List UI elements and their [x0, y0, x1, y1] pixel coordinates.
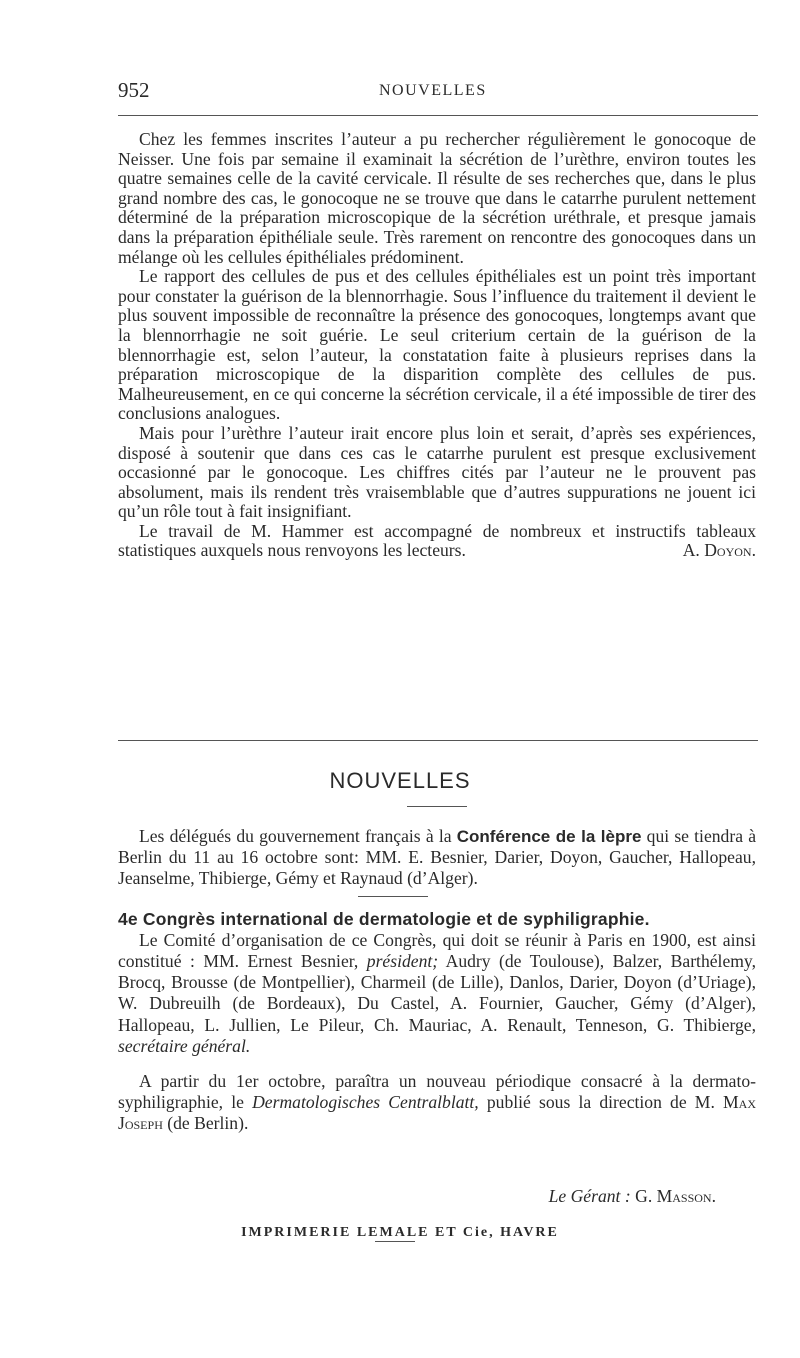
- journal-text-c: (de Berlin).: [162, 1113, 249, 1134]
- journal-title: Dermatologisches Centralblatt,: [252, 1092, 479, 1113]
- review-paragraph-3: Mais pour l’urèthre l’auteur irait encore plus loin et serait, d’après ses expériences, disposé à soutenir que dans ces cas le catarrhe purulent est presque exclusivement occasionné par le gonocoque. Les chiffres cités par l’auteur ne le prouvent pas absolument, mais ils rendent très vraisemblable que d’autres suppurations ne jouent ici qu’un rôle tout à fait insignifiant.: [118, 422, 756, 522]
- section-divider: [118, 740, 758, 741]
- review-paragraph-4: [118, 522, 756, 561]
- journal-director: Max Joseph: [118, 1092, 757, 1134]
- imprint-rule: [375, 1241, 415, 1242]
- news-item-lepre: [118, 826, 756, 890]
- congress-text-a: Le Comité d’organisation de ce Congrès, qui doit se réunir à Paris en 1900, est ainsi constitué : MM. Ernest Besnier,: [118, 929, 756, 972]
- gerant-label: Le Gérant :: [548, 1186, 631, 1206]
- header-rule: [118, 115, 758, 116]
- news-item-journal: [118, 1071, 756, 1135]
- page-number: 952: [118, 78, 150, 102]
- journal-text-a: A partir du 1er octobre, paraîtra un nouveau périodique consacré à la dermato-syphiligraphie, le: [118, 1071, 756, 1113]
- review-signature: A. Doyon.: [682, 540, 756, 561]
- news-item-lepre-intro: Les délégués du gouvernement français à la: [139, 826, 457, 846]
- congress-text-b: Audry (de Toulouse), Balzer, Barthélemy, Brocq, Brousse (de Montpellier), Charmeil (de Lille), Danlos, Darier, Doyon (d’Uriage), W. Dubreuilh (de Bordeaux), Du Castel, A. Fournier, Gaucher, Gémy (d’Alger), Hallopeau, L. Jullien, Le Pileur, Ch. Mauriac, A. Renault, Tenneson, G. Thibierge,: [118, 951, 756, 1035]
- review-paragraph-2: Le rapport des cellules de pus et des cellules épithéliales est un point très important pour constater la guérison de la blennorrhagie. Sous l’influence du traitement il devient le plus souvent impossible de reconnaître la présence des gonocoques, longtemps avant que la blennorrhagie ne soit guérie. Le seul criterium certain de la guérison de la blennorrhagie est, selon l’auteur, la constatation faite à plusieurs reprises dans la préparation microscopique de la disparition complète des cellules de pus. Malheureusement, en ce qui concerne la sécrétion cervicale, il a été impossible de tirer des conclusions analogues.: [118, 266, 756, 424]
- section-title: NOUVELLES: [329, 768, 471, 793]
- news-item-lepre-rest: qui se tiendra à Berlin du 11 au 16 octobre sont: MM. E. Besnier, Darier, Doyon, Gaucher, Hallopeau, Jeanselme, Thibierge, Gémy et Raynaud (d’Alger).: [118, 826, 757, 889]
- news-items: [118, 826, 756, 1135]
- congress-heading: 4e Congrès international de dermatologie et de syphiligraphie.: [118, 908, 650, 929]
- review-paragraph-4-text: Le travail de M. Hammer est accompagné de nombreux et instructifs tableaux statistiques auxquels nous renvoyons les lecteurs.: [118, 520, 756, 561]
- item-separator: [358, 896, 428, 897]
- running-title: NOUVELLES: [379, 82, 487, 99]
- page-header: [118, 76, 758, 106]
- title-underline: [407, 806, 467, 807]
- news-item-congress: [118, 930, 756, 1057]
- gerant-name: G. Masson.: [635, 1186, 716, 1206]
- journal-text-b: publié sous la direction de M.: [478, 1092, 724, 1113]
- gerant-signature: [118, 1186, 716, 1207]
- congress-president: président;: [366, 951, 439, 972]
- imprint: IMPRIMERIE LEMALE ET Cie, HAVRE: [241, 1225, 559, 1240]
- congress-secretary: secrétaire général.: [118, 1035, 251, 1056]
- review-text: [118, 130, 756, 561]
- review-paragraph-1: Chez les femmes inscrites l’auteur a pu rechercher régulièrement le gonocoque de Neisser. Une fois par semaine il examinait la sécrétion de l’urèthre, environ toutes les quatre semaines celle de la cavité cervicale. Il résulte de ses recherches que, dans le plus grand nombre des cas, le gonocoque ne se trouve que dans le catarrhe purulent nettement déterminé de la préparation microscopique de la sécrétion uréthrale, et presque jamais dans la préparation épithéliale seule. Très rarement on rencontre des gonocoques dans un mélange où les cellules épithéliales prédominent.: [118, 129, 756, 267]
- news-item-lepre-conference: Conférence de la lèpre: [456, 827, 642, 846]
